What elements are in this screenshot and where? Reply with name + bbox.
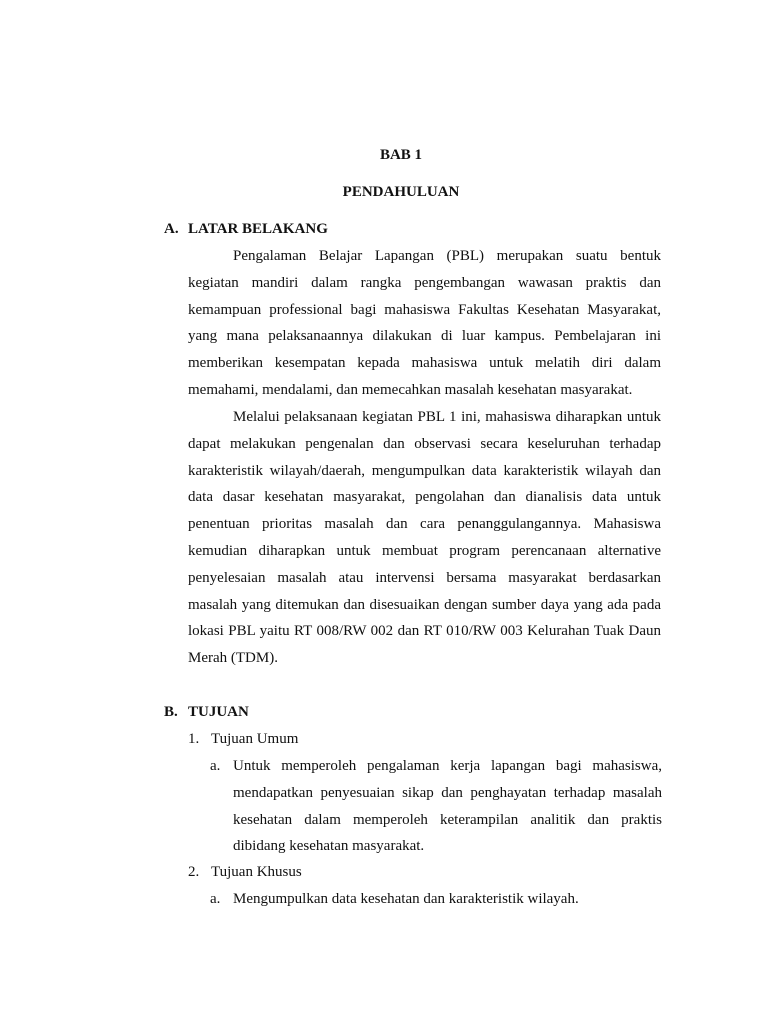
paragraph-objectives-context: Melalui pelaksanaan kegiatan PBL 1 ini, mahasiswa diharapkan untuk dapat melakukan pengenalan dan observasi secara keseluruhan terhadap karakteristik wilayah/daerah, mengumpulkan data karakteristik wilayah dan data dasar kesehatan masyarakat, pengolahan dan dianalisis data untuk penentuan prioritas masalah dan cara penanggulangannya. Mahasiswa kemudian diharapkan untuk membuat program perencanaan alternative penyelesaian masalah atau intervensi bersama masyarakat berdasarkan masalah yang ditemukan dan disesuaikan dengan sumber daya yang ada pada lokasi PBL yaitu RT 008/RW 002 dan RT 010/RW 003 Kelurahan Tuak Daun Merah (TDM). [188, 409, 661, 667]
sub-item-text: Mengumpulkan data kesehatan dan karakteristik wilayah. [233, 891, 579, 907]
list-number: 2. [188, 864, 200, 880]
paragraph-intro: Pengalaman Belajar Lapangan (PBL) merupakan suatu bentuk kegiatan mandiri dalam rangka pengembangan wawasan praktis dan kemampuan professional bagi mahasiswa Fakultas Kesehatan Masyarakat, yang mana pelaksanaannya dilakukan di luar kampus. Pembelajaran ini memberikan kesempatan kepada mahasiswa untuk melatih diri dalam memahami, mendalami, dan memecahkan masalah kesehatan masyarakat. [188, 248, 661, 398]
section-letter: A. [164, 221, 179, 237]
sub-item-tujuan-umum-a [210, 753, 662, 860]
list-item-tujuan-khusus [188, 864, 302, 881]
sub-item-tujuan-khusus-a [210, 886, 662, 913]
section-letter: B. [164, 704, 178, 720]
section-heading-tujuan [164, 704, 249, 721]
section-title: TUJUAN [188, 704, 249, 720]
list-label: Tujuan Umum [211, 731, 299, 747]
chapter-number: BAB 1 [379, 147, 423, 163]
section-heading-latar-belakang [164, 221, 328, 238]
chapter-title: PENDAHULUAN [342, 184, 460, 200]
sub-item-letter: a. [210, 891, 221, 907]
sub-item-letter: a. [210, 758, 221, 774]
list-item-tujuan-umum [188, 731, 298, 748]
list-label: Tujuan Khusus [211, 864, 302, 880]
sub-item-text: Untuk memperoleh pengalaman kerja lapangan bagi mahasiswa, mendapatkan penyesuaian sikap dan penghayatan terhadap masalah kesehatan dalam memperoleh keterampilan analitik dan praktis dibidang kesehatan masyarakat. [233, 758, 662, 855]
section-title: LATAR BELAKANG [188, 221, 328, 237]
list-number: 1. [188, 731, 200, 747]
